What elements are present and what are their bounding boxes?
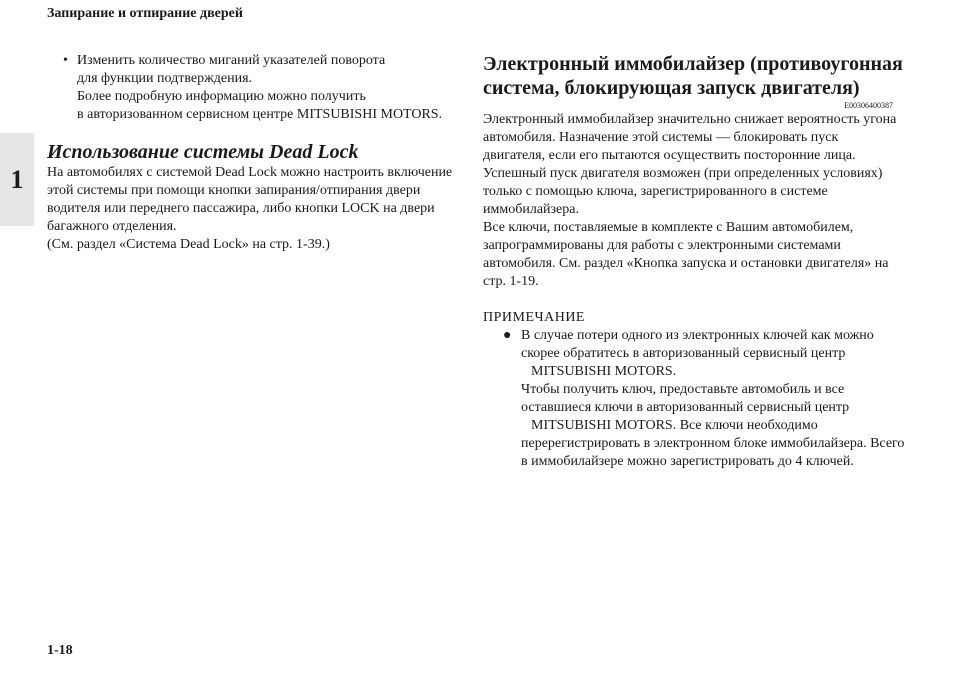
body-line: На автомобилях с системой Dead Lock можно настроить включение [47,165,453,180]
body-line: только с помощью ключа, зарегистрированного в системе [483,184,828,199]
title-line: Электронный иммобилайзер (противоугонная [483,53,903,75]
dead-lock-body [47,164,457,254]
chapter-number: 1 [10,165,24,194]
note-bullet-marker: ● [503,328,512,343]
body-line: автомобиля. Назначение этой системы — блокировать пуск [483,130,839,145]
bullet-line: в авторизованном сервисном центре MITSUBISHI MOTORS. [77,107,443,122]
bullet-marker: • [63,53,68,68]
body-line: Электронный иммобилайзер значительно снижает вероятность угона [483,112,897,127]
body-line: водителя или переднего пассажира, либо кнопки LOCK на двери [47,201,435,216]
section-title-immobilizer [483,52,903,100]
bullet-item [47,52,457,124]
note-line: скорее обратитесь в авторизованный сервисный центр [521,346,846,361]
body-line: Все ключи, поставляемые в комплекте с Вашим автомобилем, [483,220,854,235]
body-line: автомобиля. См. раздел «Кнопка запуска и остановки двигателя» на [483,256,889,271]
body-line: Успешный пуск двигателя возможен (при определенных условиях) [483,166,883,181]
body-line: стр. 1-19. [483,274,539,289]
note-line: оставшиеся ключи в авторизованный сервисный центр [521,400,850,415]
note-line: MITSUBISHI MOTORS. Все ключи необходимо [531,418,818,433]
note-line: в иммобилайзере можно зарегистрировать до 4 ключей. [521,454,854,469]
note-line: перерегистрировать в электронном блоке иммобилайзера. Всего [521,436,905,451]
page-header-title: Запирание и отпирание дверей [47,6,243,21]
bullet-line: Изменить количество миганий указателей поворота [77,53,386,68]
left-column [47,52,457,254]
title-line: система, блокирующая запуск двигателя) [483,77,860,99]
body-line: (См. раздел «Система Dead Lock» на стр. 1-39.) [47,237,330,252]
bullet-line: Более подробную информацию можно получить [77,89,366,104]
note-line: MITSUBISHI MOTORS. [531,364,677,379]
note-label: ПРИМЕЧАНИЕ [483,310,585,325]
right-column [483,52,905,471]
body-line: двигателя, если его пытаются осуществить посторонние лица. [483,148,856,163]
body-line: багажного отделения. [47,219,177,234]
note-line: Чтобы получить ключ, предоставьте автомобиль и все [521,382,845,397]
body-line: запрограммированы для работы с электронными системами [483,238,841,253]
note-item [483,327,905,471]
body-line: иммобилайзера. [483,202,579,217]
body-line: этой системы при помощи кнопки запирания/отпирания двери [47,183,421,198]
document-code: E00306400387 [844,101,893,110]
immobilizer-body [483,111,897,291]
section-title-dead-lock: Использование системы Dead Lock [47,141,359,163]
bullet-line: для функции подтверждения. [77,71,253,86]
page-number: 1-18 [47,643,73,658]
note-line: В случае потери одного из электронных ключей как можно [521,328,874,343]
